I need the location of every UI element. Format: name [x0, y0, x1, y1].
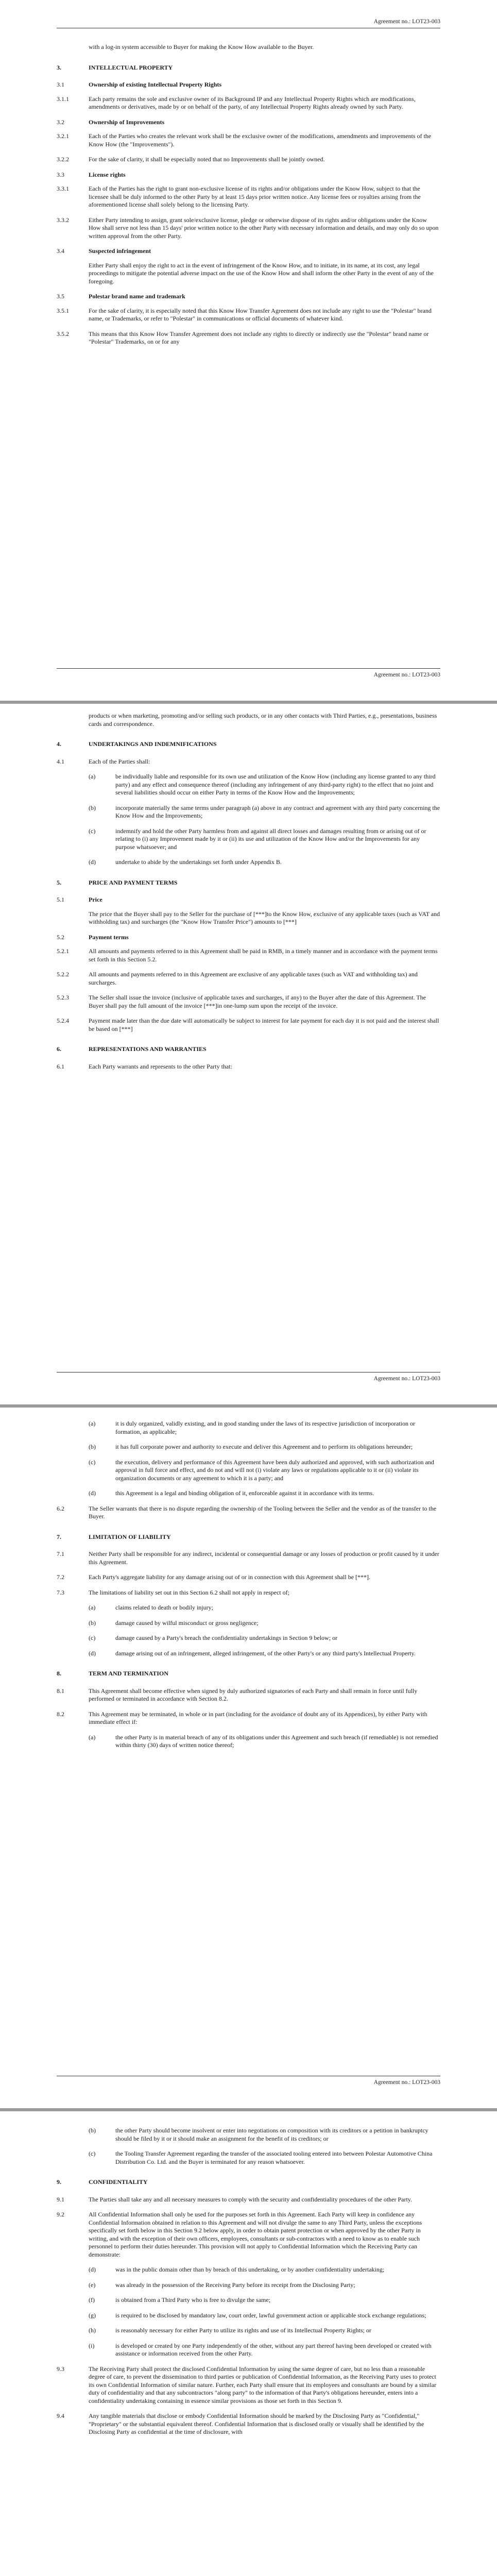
clause-text: Each of the Parties who creates the relevant work shall be the exclusive owner of the modifications, amendments and improvements of the Know How (the "Improvements"). — [89, 132, 432, 148]
page-content — [57, 1420, 440, 1757]
list-item — [57, 773, 440, 797]
clause-number: 4.1 — [57, 757, 64, 765]
clause-text: TERM AND TERMINATION — [89, 1670, 168, 1677]
list-item — [57, 1734, 440, 1750]
list-item — [57, 1443, 440, 1451]
list-item — [57, 1489, 440, 1498]
clause-number: 7.3 — [57, 1588, 64, 1596]
clause-text: CONFIDENTIALITY — [89, 2178, 148, 2185]
clause-number: (a) — [89, 1420, 96, 1427]
clause-text: claims related to death or bodily injury; — [115, 1604, 213, 1611]
list-item — [57, 2296, 440, 2304]
clause — [57, 330, 440, 346]
clause — [57, 2412, 440, 2436]
subsection-heading — [57, 118, 440, 127]
clause-number: (b) — [89, 1619, 96, 1626]
clause — [57, 758, 440, 766]
clause — [57, 2196, 440, 2204]
list-item — [57, 1619, 440, 1628]
clause — [57, 2365, 440, 2405]
clause-text: incorporate materially the same terms under paragraph (a) above in any contract and agreement with any third party concerning the Know How and the Improvements; — [115, 804, 440, 819]
section-heading — [57, 64, 440, 72]
clause-text: be individually liable and responsible for its own use and utilization of the Know How (including any license granted to any third party) and any effect and consequence thereof (including any infringement of any third-party right) to the effect that no joint and several liabilities should occur on either Party in terms of the Know How and the Improvements; — [115, 773, 436, 796]
section-heading — [57, 1533, 440, 1541]
clause-number: 8. — [57, 1670, 61, 1677]
section-heading — [57, 879, 440, 887]
clause-number: (a) — [89, 1733, 96, 1741]
clause — [57, 307, 440, 323]
clause-number: 3.3 — [57, 171, 64, 178]
clause-text: it has full corporate power and authority to execute and deliver this Agreement and to perform its obligations hereunder; — [115, 1443, 413, 1450]
clause — [57, 2211, 440, 2259]
clause-number: 5.2 — [57, 933, 64, 941]
clause-number: 3.3.1 — [57, 185, 69, 192]
footer-rule — [57, 668, 440, 669]
clause-number: (a) — [89, 1604, 96, 1611]
list-item — [57, 1420, 440, 1436]
clause-text: is reasonably necessary for either Party to utilize its rights and use of its Intellectual Property Rights; or — [115, 2327, 371, 2334]
section-heading — [57, 2178, 440, 2187]
clause-text: The Receiving Party shall protect the disclosed Confidential Information by using the same degree of care, but no less than a reasonable degree of care, to prevent the dissemination to third parties or publication of Confidential Information, as the Receiving Party uses to protect its own Confidential Information of similar nature. Further, each Party shall ensure that its employees and consultants are bound by a similar duty of confidentiality and that any subcontractors "along party" to the information of that Party's obligations hereunder, enters into a confidentiality undertaking containing in essence similar provisions as those set forth in this Section 9. — [89, 2365, 437, 2404]
clause-number: 5. — [57, 878, 61, 886]
clause-text: Payment made later than the due date will automatically be subject to interest for late payment for each day it is not paid and the interest shall be based on [***] — [89, 1017, 439, 1032]
clause-number: 7.1 — [57, 1550, 64, 1557]
clause-text: All amounts and payments referred to in this Agreement shall be paid in RMB, in a timely manner and in accordance with the payment terms set forth in this Section 5.2. — [89, 947, 438, 963]
document-page-4 — [0, 2111, 497, 2576]
clause-number: 7. — [57, 1533, 61, 1540]
list-item — [57, 2312, 440, 2320]
clause-text: Payment terms — [89, 933, 129, 941]
clause — [57, 1017, 440, 1033]
list-item — [57, 1459, 440, 1483]
clause-text: Neither Party shall be responsible for any indirect, incidental or consequential damage or any losses of production or profit caused by it under this Agreement. — [89, 1550, 439, 1566]
clause — [57, 994, 440, 1010]
list-item — [57, 804, 440, 820]
subsection-heading — [57, 247, 440, 256]
clause-number: 3.5.2 — [57, 330, 69, 337]
subsection-heading — [57, 934, 440, 942]
clause-number: 3.5.1 — [57, 307, 69, 314]
clause-text: is obtained from a Third Party who is free to divulge the same; — [115, 2296, 271, 2303]
clause-text: damage caused by wilful misconduct or gross negligence; — [115, 1619, 259, 1626]
clause-text: products or when marketing, promoting and/or selling such products, or in any other contacts with Third Parties, e.g., presentations, business cards and correspondence. — [89, 712, 437, 727]
clause-number: 8.2 — [57, 1710, 64, 1718]
clause-text: INTELLECTUAL PROPERTY — [89, 63, 173, 71]
clause-text: Either Party intending to assign, grant sole/exclusive license, pledge or otherwise dispose of its rights and/or obligations under the Know How shall serve not less than 15 days' prior written notice to the other Party with necessary information and details, and may only do so upon written approval from the other Party. — [89, 216, 439, 240]
clause-number: 4. — [57, 740, 61, 748]
clause-text: was in the public domain other than by breach of this undertaking, or by another confidentiality undertaking; — [115, 2266, 385, 2273]
clause-text: with a log-in system accessible to Buyer for making the Know How available to the Buyer. — [89, 43, 314, 50]
clause-number: (a) — [89, 773, 96, 780]
clause-number: 6.2 — [57, 1504, 64, 1512]
clause-text: it is duly organized, validly existing, and in good standing under the laws of its respective jurisdiction of incorporation or formation, as applicable; — [115, 1420, 415, 1435]
clause-text: Each Party warrants and represents to the other Party that: — [89, 1062, 232, 1070]
section-heading — [57, 1670, 440, 1678]
clause-text: LIMITATION OF LIABILITY — [89, 1533, 171, 1540]
document-page-3 — [0, 1408, 497, 2108]
list-item — [57, 1604, 440, 1612]
clause-text: Each party remains the sole and exclusive owner of its Background IP and any Intellectual Property Rights which are modifications, amendments or derivatives, made by or on behalf of the party, of any Intellectual Property Rights already owned by such Party. — [89, 95, 416, 110]
clause-text: the other Party is in material breach of any of its obligations under this Agreement and such breach (if remediable) is not remedied within thirty (30) days of written notice thereof; — [115, 1733, 438, 1749]
subsection-heading — [57, 293, 440, 301]
list-item — [57, 858, 440, 867]
clause-number: 3. — [57, 63, 61, 71]
subsection-heading — [57, 171, 440, 179]
footer-reference: Agreement no.: LOT23-003 — [373, 2079, 440, 2086]
clause-text: this Agreement is a legal and binding obligation of it, enforceable against it in accordance with its terms. — [115, 1489, 374, 1497]
section-heading — [57, 740, 440, 749]
clause-number: 9.3 — [57, 2365, 64, 2372]
list-item — [57, 2327, 440, 2335]
clause-text: UNDERTAKINGS AND INDEMNIFICATIONS — [89, 740, 217, 748]
clause-number: 3.4 — [57, 247, 64, 255]
clause-number: 5.2.3 — [57, 994, 69, 1001]
clause-text: Any tangible materials that disclose or embody Confidential Information should be marked by the Disclosing Party as "Confidential," "Proprietary" or the substantial equivalent thereof. Confidential Information that is disclosed orally or visually shall be identified by the Disclosing Party as confidential at the time of disclosure, with — [89, 2412, 424, 2435]
clause — [57, 95, 440, 111]
clause-text: REPRESENTATIONS AND WARRANTIES — [89, 1045, 207, 1053]
clause-text: damage arising out of an infringement, alleged infringement, of the other Party's or any third party's Intellectual Property. — [115, 1649, 416, 1657]
clause-text: License rights — [89, 171, 126, 178]
clause-number: (g) — [89, 2311, 96, 2319]
clause-number: (c) — [89, 1634, 96, 1641]
clause-text: Price — [89, 896, 102, 903]
clause-number: (c) — [89, 1458, 96, 1466]
clause-text: the Tooling Transfer Agreement regarding the transfer of the associated tooling entered into between Polestar Automotive China Distribution Co. Ltd. and the Buyer is terminated for any reason whatsoever. — [115, 2150, 433, 2165]
footer-reference: Agreement no.: LOT23-003 — [373, 1376, 440, 1382]
clause-text: damage caused by a Party's breach the confidentiality undertakings in Section 9 below; or — [115, 1634, 338, 1641]
section-heading — [57, 1045, 440, 1054]
clause-text: Ownership of Improvements — [89, 118, 165, 126]
clause-text: The Seller warrants that there is no dispute regarding the ownership of the Tooling between the Seller and the vendor as of the transfer to the Buyer. — [89, 1504, 437, 1520]
clause-number: (i) — [89, 2342, 95, 2349]
clause-text: This means that this Know How Transfer Agreement does not include any rights to directly or indirectly use the "Polestar" brand name or "Polestar" Trademarks, on or for any — [89, 330, 429, 345]
clause-text: Suspected infringement — [89, 247, 151, 255]
clause-text: is developed or created by one Party independently of the other, without any part thereof having been developed or created with assistance or information received from the other Party. — [115, 2342, 432, 2357]
subsection-heading — [57, 81, 440, 89]
clause-number: (h) — [89, 2327, 96, 2334]
clause-text: Either Party shall enjoy the right to act in the event of infringement of the Know How, and to initiate, in its name, at its cost, any legal proceedings to mitigate the potential adverse impact on the use of the Know How and shall inform the other Party in the event of any of the foregoing. — [89, 261, 434, 285]
clause-number: 6. — [57, 1045, 61, 1053]
clause-text: All Confidential Information shall only be used for the purposes set forth in this Agreement. Each Party will keep in confidence any Confidential Information obtained in relation to this Agreement and will not divulge the same to any Third Party, unless the exceptions specifically set forth below in this Section 9.2 below apply, in order to obtain patent protection or when approved by the other Party in writing, and with the exception of their own officers, employees, consultants or sub-contractors with a need to know as to enable such personnel to perform their duties hereunder. This provision will not apply to Confidential Information which the Receiving Party can demonstrate: — [89, 2211, 422, 2258]
clause-number: 3.2.1 — [57, 132, 69, 140]
footer-reference: Agreement no.: LOT23-003 — [373, 672, 440, 678]
clause-number: (b) — [89, 1443, 96, 1450]
clause-text: This Agreement shall become effective when signed by duly authorized signatories of each Party and shall remain in force until fully performed or terminated in accordance with Section 8.2. — [89, 1687, 418, 1702]
clause-number: 9.1 — [57, 2195, 64, 2203]
document-page-2 — [0, 704, 497, 1404]
clause-number: (b) — [89, 804, 96, 811]
clause-number: (d) — [89, 2266, 96, 2273]
clause-number: 3.2 — [57, 118, 64, 126]
clause-text: was already in the possession of the Receiving Party before its receipt from the Disclosing Party; — [115, 2281, 355, 2289]
clause-number: (c) — [89, 2150, 96, 2157]
list-item — [57, 1650, 440, 1658]
clause-text: This Agreement may be terminated, in whole or in part (including for the avoidance of doubt any of its Appendices), by either Party with immediate effect if: — [89, 1710, 427, 1725]
clause-text: Each of the Parties shall: — [89, 757, 150, 765]
clause-number: 9.2 — [57, 2211, 64, 2218]
list-item — [57, 2266, 440, 2274]
clause-number: 7.2 — [57, 1573, 64, 1581]
clause-text: The Seller shall issue the invoice (inclusive of applicable taxes and surcharges, if any) to the Buyer after the date of this Agreement. The Buyer shall pay the full amount of the invoice [***]in one-lump sum upon the receipt of the invoice. — [89, 994, 426, 1009]
clause-text: indemnify and hold the other Party harmless from and against all direct losses and damages resulting from or arising out of or relating to (i) any Improvement made by it or (ii) its use and utilization of the Know How and/or the Improvements for any purpose whatsoever; and — [115, 827, 426, 851]
clause-number: 8.1 — [57, 1687, 64, 1694]
clause-number: 9. — [57, 2178, 61, 2185]
list-item — [57, 2342, 440, 2358]
clause-number: 5.1 — [57, 896, 64, 903]
clause-number: (f) — [89, 2296, 95, 2303]
clause — [57, 1573, 440, 1582]
clause-text: undertake to abide by the undertakings set forth under Appendix B. — [115, 858, 282, 866]
clause-number: 3.3.2 — [57, 216, 69, 224]
clause-number: 5.2.1 — [57, 947, 69, 955]
clause-text: PRICE AND PAYMENT TERMS — [89, 878, 178, 886]
clause-number: (d) — [89, 1489, 96, 1497]
clause-number: (b) — [89, 2127, 96, 2134]
clause-text: Polestar brand name and trademark — [89, 293, 185, 300]
clause — [57, 132, 440, 148]
clause-number: 5.2.4 — [57, 1017, 69, 1024]
clause — [57, 156, 440, 164]
clause-text: Each Party's aggregate liability for any damage arising out of or in connection with this Agreement shall be [***]. — [89, 1573, 371, 1581]
clause — [57, 947, 440, 963]
clause-text: For the sake of clarity, it is especially noted that this Know How Transfer Agreement does not include any right to use the "Polestar" brand name, or Trademarks, or refer to "Polestar" in communications or official documents of whatever kind. — [89, 307, 432, 322]
clause-number: (c) — [89, 827, 96, 835]
clause-number: 3.1 — [57, 81, 64, 88]
clause — [57, 216, 440, 241]
clause-text: is required to be disclosed by mandatory law, court order, lawful government action or applicable stock exchange regulations; — [115, 2311, 426, 2319]
page-content — [57, 712, 440, 1078]
clause-text: the other Party should become insolvent or enter into negotiations on composition with its creditors or a petition in bankruptcy should be filed by it or it should make an assignment for the benefit of its creditors; or — [115, 2127, 429, 2142]
clause-text: the execution, delivery and performance of this Agreement have been duly authorized and approved, with such authorization and approval in full force and effect, and do not and will not (i) violate any laws or regulations applicable to it or (ii) violate its organization documents or any agreement to which it is a party; and — [115, 1458, 434, 1482]
clause — [57, 971, 440, 987]
clause-text: Ownership of existing Intellectual Property Rights — [89, 81, 222, 88]
clause-number: 5.2.2 — [57, 971, 69, 978]
clause-text: For the sake of clarity, it shall be especially noted that no Improvements shall be jointly owned. — [89, 156, 325, 163]
clause-text: The price that the Buyer shall pay to the Seller for the purchase of [***]to the Know How, exclusive of any applicable taxes (such as VAT and withholding tax) and surcharges (the "Know How Transfer Price") amounts to [***] — [89, 910, 440, 925]
page-content — [57, 2127, 440, 2444]
page-content — [57, 43, 440, 353]
list-item — [57, 2127, 440, 2143]
clause — [57, 1589, 440, 1597]
clause-number: 3.2.2 — [57, 156, 69, 163]
list-item — [57, 1634, 440, 1642]
clause — [57, 1505, 440, 1521]
clause-number: 3.1.1 — [57, 95, 69, 103]
clause — [57, 1063, 440, 1071]
clause-number: (e) — [89, 2281, 96, 2289]
list-item — [57, 827, 440, 852]
clause — [57, 185, 440, 209]
subsection-heading — [57, 896, 440, 904]
clause — [57, 1710, 440, 1726]
clause-text: All amounts and payments referred to in this Agreement are exclusive of any applicable taxes (such as VAT and withholding tax) and surcharges. — [89, 971, 418, 986]
document-page-1 — [0, 0, 497, 701]
clause-number: (d) — [89, 858, 96, 866]
clause-number: (d) — [89, 1649, 96, 1657]
list-item — [57, 2281, 440, 2290]
clause-text: Each of the Parties has the right to grant non-exclusive license of its rights and/or obligations under the Know How, subject to that the licensee shall be duly informed to the other Party by at least 15 days prior written notice. Any license fees or royalties arising from the aforementioned license shall solely belong to the licensing Party. — [89, 185, 421, 208]
clause — [57, 1687, 440, 1703]
clause-text: The limitations of liability set out in this Section 6.2 shall not apply in respect of; — [89, 1588, 289, 1596]
clause-number: 3.5 — [57, 293, 64, 300]
clause — [57, 1550, 440, 1566]
clause-number: 6.1 — [57, 1062, 64, 1070]
clause-number: 9.4 — [57, 2412, 64, 2419]
list-item — [57, 2150, 440, 2166]
clause-text: The Parties shall take any and all necessary measures to comply with the security and confidentiality procedures of the other Party. — [89, 2195, 413, 2203]
header-reference: Agreement no.: LOT23-003 — [373, 19, 440, 25]
